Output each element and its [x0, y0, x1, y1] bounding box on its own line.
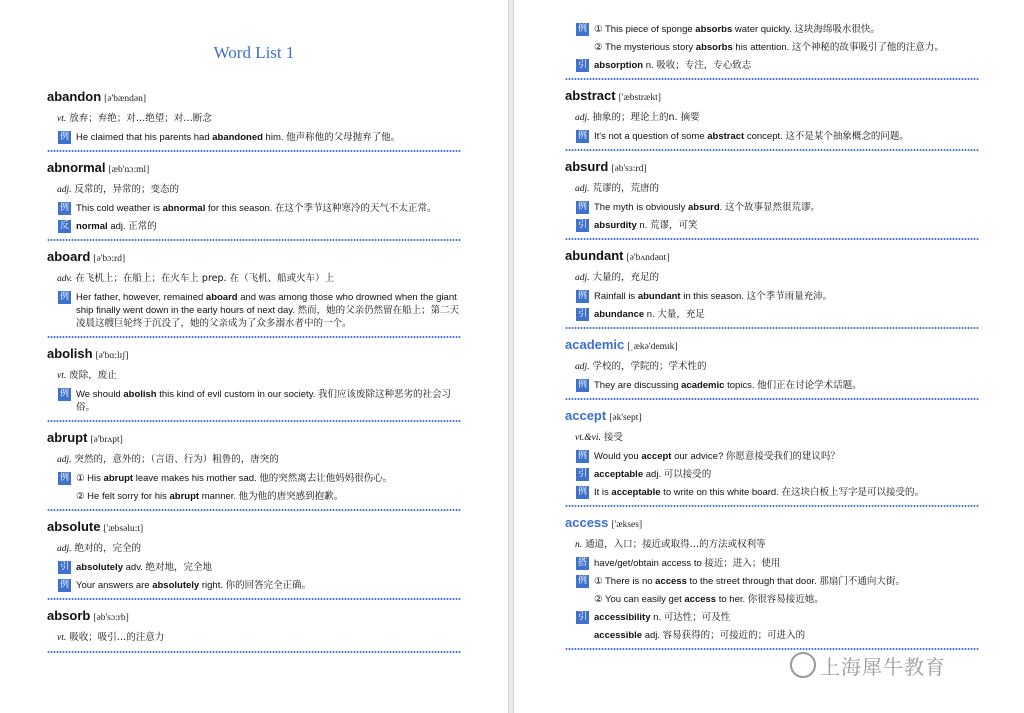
keyword: acceptable — [611, 487, 661, 498]
word-entry — [565, 248, 979, 330]
part-of-speech: adj. — [57, 185, 72, 195]
label-tag-icon: 例 — [577, 487, 587, 497]
sentence-text: It is — [594, 487, 612, 498]
sentence-text: . 这个故事显然很荒谬。 — [719, 202, 820, 213]
watermark-text: 上海犀牛教育 — [820, 655, 946, 679]
label-tag-icon: 例 — [577, 202, 587, 212]
example-line — [47, 202, 461, 215]
phonetic: [æb'nɔ:ml] — [108, 165, 150, 175]
part-of-speech: adv. — [57, 274, 73, 284]
definition — [47, 631, 461, 645]
keyword: accessibility — [594, 612, 651, 623]
headword-line — [47, 346, 461, 364]
word-entry — [47, 519, 461, 601]
example-line — [565, 379, 979, 392]
word-entry — [47, 346, 461, 423]
keyword: academic — [681, 380, 725, 391]
keyword: abnormal — [162, 203, 206, 214]
sentence-text: This cold weather is — [76, 203, 163, 214]
phonetic: [ək'sept] — [609, 413, 642, 423]
sentence-text: They are discussing — [594, 380, 682, 391]
sentence-text: concept. 这不是某个抽象概念的问题。 — [744, 131, 909, 142]
label-tag-icon: 引 — [577, 469, 587, 479]
definition-text: 荒谬的，荒唐的 — [589, 183, 660, 194]
sentence-text: adv. 绝对地，完全地 — [123, 562, 213, 573]
headword-line — [47, 519, 461, 537]
keyword: absorbs — [695, 42, 733, 53]
definition — [47, 369, 461, 383]
phonetic: [əb'sɔ:rb] — [93, 613, 129, 623]
label-tag-icon: 引 — [577, 220, 587, 230]
word-entry — [47, 249, 461, 339]
definition-text: 吸收；吸引…的注意力 — [66, 632, 165, 643]
label-tag-icon: 例 — [577, 131, 587, 141]
word-entry — [565, 159, 979, 241]
example-line — [565, 219, 979, 232]
keyword: absolutely — [152, 580, 200, 591]
dotted-divider — [565, 77, 979, 81]
label-tag-icon: 例 — [577, 24, 587, 34]
label-tag-icon: 例 — [577, 576, 587, 586]
part-of-speech: n. — [575, 540, 583, 550]
sentence-text: ① This piece of sponge — [594, 24, 696, 35]
phonetic: ['æbstrækt] — [618, 93, 661, 103]
sentence-text: manner. 他为他的唐突感到抱歉。 — [199, 491, 344, 502]
definition-text: 通道，入口；接近或取得…的方法或权利等 — [582, 539, 766, 550]
sentence-text: We should — [76, 389, 124, 400]
keyword: absorption — [594, 60, 644, 71]
example-line — [47, 579, 461, 592]
sentence-text: He claimed that his parents had — [76, 132, 213, 143]
definition — [565, 182, 979, 196]
headword-line — [47, 430, 461, 448]
word-entry — [47, 160, 461, 242]
headword: abandon — [47, 89, 102, 104]
headword: accept — [565, 408, 607, 423]
definition — [565, 111, 979, 125]
sentence-text: n. 可达性；可及性 — [650, 612, 731, 623]
sentence-text: this kind of evil custom in our society. 我们应该废除这种恶劣的社会习俗。 — [76, 389, 452, 413]
word-entry — [565, 88, 979, 152]
headword: abnormal — [47, 160, 106, 175]
wechat-logo-icon — [790, 652, 816, 678]
keyword: absurdity — [594, 220, 637, 231]
definition — [47, 112, 461, 126]
keyword: accept — [641, 451, 672, 462]
headword: aboard — [47, 249, 91, 264]
dotted-divider — [47, 149, 461, 153]
keyword: absorbs — [695, 24, 733, 35]
keyword: access — [655, 576, 687, 587]
label-tag-icon: 引 — [577, 612, 587, 622]
example-line — [565, 130, 979, 143]
part-of-speech: adj. — [575, 273, 590, 283]
sentence-text: ① There is no — [594, 576, 656, 587]
keyword: accessible — [594, 630, 643, 641]
headword: abundant — [565, 248, 624, 263]
word-entry — [565, 408, 979, 508]
label-tag-icon: 例 — [59, 203, 69, 213]
headword-line — [47, 89, 461, 107]
example-line — [47, 291, 461, 330]
sentence-text: his attention. 这个神秘的故事吸引了他的注意力。 — [732, 42, 944, 53]
label-tag-icon: 例 — [59, 473, 69, 483]
sentence-text: ① His — [76, 473, 104, 484]
label-tag-icon: 引 — [59, 562, 69, 572]
label-tag-icon: 例 — [577, 380, 587, 390]
sentence-text: in this season. 这个季节雨量充沛。 — [680, 291, 833, 302]
sentence-text: to write on this white board. 在这块白板上写字是可以接受的。 — [660, 487, 924, 498]
keyword: abstract — [707, 131, 745, 142]
part-of-speech: adj. — [57, 455, 72, 465]
headword-line — [565, 88, 979, 106]
example-line — [565, 611, 979, 624]
sentence-text: The myth is obviously — [594, 202, 688, 213]
example-line — [565, 486, 979, 499]
sentence-text: adj. 正常的 — [107, 221, 157, 232]
sentence-text: It's not a question of some — [594, 131, 708, 142]
example-line — [47, 131, 461, 144]
word-entry — [565, 337, 979, 401]
label-tag-icon: 例 — [577, 451, 587, 461]
example-line — [565, 575, 979, 588]
sentence-text: water quickly. 这块海绵吸水很快。 — [732, 24, 880, 35]
part-of-speech: adj. — [575, 184, 590, 194]
dotted-divider — [565, 326, 979, 330]
example-line — [565, 593, 979, 606]
example-line — [47, 561, 461, 574]
definition — [47, 183, 461, 197]
part-of-speech: vt. — [57, 114, 67, 124]
definition — [565, 538, 979, 552]
sentence-text: n. 荒谬，可笑 — [636, 220, 698, 231]
definition-text: 废除，废止 — [66, 370, 117, 381]
headword-line — [47, 249, 461, 267]
sentence-text: topics. 他们正在讨论学术话题。 — [724, 380, 862, 391]
definition — [565, 360, 979, 374]
definition-text: 突然的，意外的；（言语、行为）粗鲁的，唐突的 — [71, 454, 279, 465]
sentence-text: to her. 你很容易接近她。 — [716, 594, 824, 605]
headword-line — [565, 337, 979, 355]
part-of-speech: vt. — [57, 633, 67, 643]
dotted-divider — [47, 335, 461, 339]
keyword: abrupt — [169, 491, 200, 502]
headword: access — [565, 515, 609, 530]
dotted-divider — [47, 650, 461, 654]
keyword: abundant — [637, 291, 681, 302]
sentence-text: our advice? 你愿意接受我们的建议吗？ — [671, 451, 840, 462]
keyword: abundance — [594, 309, 645, 320]
right-column — [565, 18, 979, 651]
definition-text: 放弃；弃绝；对…绝望；对…断念 — [66, 113, 212, 124]
watermark — [790, 651, 1000, 681]
part-of-speech: adj. — [575, 113, 590, 123]
example-line — [565, 201, 979, 214]
page-title: Word List 1 — [213, 43, 295, 62]
sentence-text: n. 大量，充足 — [644, 309, 705, 320]
sentence-text: and was among those who drowned when the giant ship finally went down in the early hours of next day. 然而，她的父亲仍然留在船上；第二天凌晨这艘巨轮终于沉没了，她的父亲成为了众多溺水者中的一个。 — [76, 292, 460, 329]
sentence-text: ② He felt sorry for his — [76, 491, 170, 502]
label-tag-icon: 例 — [59, 292, 69, 302]
example-line — [565, 557, 979, 570]
continued-entry — [565, 23, 979, 81]
dotted-divider — [565, 504, 979, 508]
label-tag-icon: 例 — [59, 389, 69, 399]
headword-line — [565, 408, 979, 426]
phonetic: ['æbsəlu:t] — [103, 524, 144, 534]
sentence-text: leave makes his mother sad. 他的突然离去让他妈妈很伤心。 — [133, 473, 393, 484]
headword: abrupt — [47, 430, 88, 445]
phonetic: [ə'bændən] — [104, 94, 146, 104]
dotted-divider — [47, 238, 461, 242]
label-tag-icon: 搭 — [577, 558, 587, 568]
example-line — [47, 490, 461, 503]
label-tag-icon: 例 — [59, 132, 69, 142]
phonetic: [əb'sɜ:rd] — [611, 164, 647, 174]
label-tag-icon: 例 — [577, 291, 587, 301]
definition-text: 大量的，充足的 — [589, 272, 660, 283]
definition-text: 抽象的；理论上的n. 摘要 — [589, 112, 700, 123]
phonetic: ['ækses] — [611, 520, 643, 530]
definition-text: 反常的，异常的；变态的 — [71, 184, 180, 195]
word-entry — [565, 515, 979, 651]
example-line — [565, 308, 979, 321]
phonetic: [ə'bɑ:lɪʃ] — [95, 351, 129, 361]
headword: abstract — [565, 88, 616, 103]
sentence-text: ② You can easily get — [594, 594, 685, 605]
label-tag-icon: 引 — [577, 309, 587, 319]
headword: absorb — [47, 608, 91, 623]
sentence-text: n. 吸收；专注，专心致志 — [643, 60, 752, 71]
example-line — [565, 629, 979, 642]
left-page — [0, 0, 508, 713]
part-of-speech: vt.&vi. — [575, 433, 601, 443]
headword: abolish — [47, 346, 93, 361]
sentence-text: to the street through that door. 那扇门不通向大街。 — [686, 576, 905, 587]
sentence-text: have/get/obtain access to 接近；进入；使用 — [594, 558, 781, 569]
keyword: absolutely — [76, 562, 123, 573]
dotted-divider — [565, 397, 979, 401]
label-tag-icon: 反 — [59, 221, 69, 231]
definition-text: 接受 — [600, 432, 623, 443]
definition — [565, 271, 979, 285]
example-line — [565, 41, 979, 54]
part-of-speech: adj. — [57, 544, 72, 554]
sentence-text: for this season. 在这个季节这种寒冷的天气不太正常。 — [205, 203, 437, 214]
phonetic: [ə'bɔ:rd] — [93, 254, 126, 264]
dotted-divider — [565, 237, 979, 241]
definition-text: 学校的，学院的；学术性的 — [589, 361, 707, 372]
right-page — [514, 0, 1024, 713]
part-of-speech: vt. — [57, 371, 67, 381]
sentence-text: Your answers are — [76, 580, 153, 591]
keyword: absurd — [687, 202, 720, 213]
headword: absolute — [47, 519, 101, 534]
phonetic: [ˌækə'demɪk] — [627, 342, 678, 352]
headword-line — [47, 608, 461, 626]
phonetic: [ə'brʌpt] — [90, 435, 123, 445]
headword: absurd — [565, 159, 609, 174]
headword-line — [565, 248, 979, 266]
keyword: abolish — [123, 389, 157, 400]
keyword: acceptable — [594, 469, 644, 480]
headword-line — [565, 159, 979, 177]
sentence-text: ② The mysterious story — [594, 42, 696, 53]
sentence-text: Rainfall is — [594, 291, 638, 302]
left-column — [47, 82, 461, 654]
word-entry — [47, 430, 461, 512]
label-tag-icon: 引 — [577, 60, 587, 70]
sentence-text: right. 你的回答完全正确。 — [199, 580, 312, 591]
definition — [47, 272, 461, 286]
word-entry — [47, 89, 461, 153]
definition-text: 绝对的，完全的 — [71, 543, 142, 554]
example-line — [565, 290, 979, 303]
keyword: normal — [76, 221, 108, 232]
example-line — [565, 468, 979, 481]
definition — [565, 431, 979, 445]
sentence-text: adj. 可以接受的 — [643, 469, 712, 480]
dotted-divider — [565, 148, 979, 152]
sentence-text: him. 他声称他的父母抛弃了他。 — [262, 132, 401, 143]
sentence-text: Her father, however, remained — [76, 292, 206, 303]
keyword: abrupt — [103, 473, 134, 484]
headword: academic — [565, 337, 625, 352]
keyword: access — [684, 594, 717, 605]
keyword: abandoned — [212, 132, 263, 143]
example-line — [565, 450, 979, 463]
label-tag-icon: 例 — [59, 580, 69, 590]
example-line — [565, 59, 979, 72]
definition — [47, 453, 461, 467]
sentence-text: adj. 容易获得的；可接近的；可进入的 — [642, 630, 806, 641]
definition — [47, 542, 461, 556]
part-of-speech: adj. — [575, 362, 590, 372]
dotted-divider — [47, 597, 461, 601]
sentence-text: Would you — [594, 451, 642, 462]
dotted-divider — [47, 508, 461, 512]
example-line — [565, 23, 979, 36]
example-line — [47, 388, 461, 414]
dotted-divider — [47, 419, 461, 423]
headword-line — [565, 515, 979, 533]
word-entry — [47, 608, 461, 654]
example-line — [47, 472, 461, 485]
keyword: aboard — [205, 292, 238, 303]
phonetic: [ə'bʌndənt] — [626, 253, 670, 263]
headword-line — [47, 160, 461, 178]
definition-text: 在飞机上；在船上；在火车上 prep. 在（飞机、船或火车）上 — [72, 273, 335, 284]
example-line — [47, 220, 461, 233]
